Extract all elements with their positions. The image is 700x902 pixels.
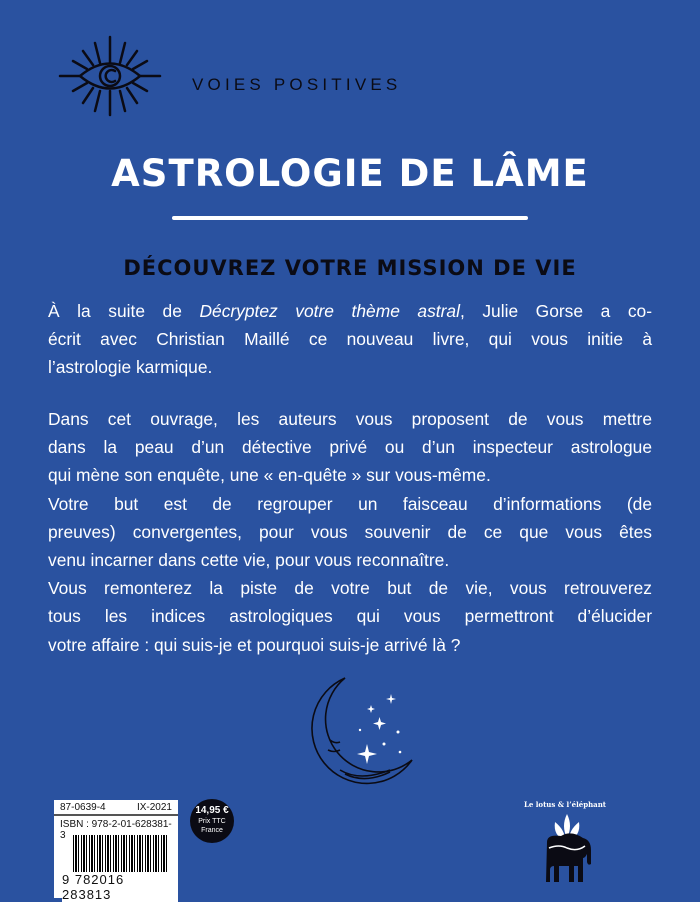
isbn: ISBN : 978-2-01-628381-3 bbox=[60, 819, 172, 841]
publisher-logo bbox=[515, 800, 615, 890]
referenced-book-title: Décryptez votre thème astral bbox=[199, 301, 460, 321]
title-divider bbox=[172, 216, 528, 220]
print-date: IX-2021 bbox=[136, 802, 172, 813]
product-code: 87-0639-4 bbox=[60, 802, 106, 813]
blurb-text: , Julie Gorse a co- bbox=[459, 301, 652, 321]
blurb-line: l’astrologie karmique. bbox=[48, 357, 213, 378]
publisher-name: Le lotus & l’éléphant bbox=[523, 800, 607, 809]
price-tax-label: Prix TTC bbox=[198, 818, 226, 825]
blurb-paragraph-2 bbox=[48, 405, 652, 659]
book-title: ASTROLOGIE DE LÂME bbox=[111, 152, 589, 195]
blurb-line: Votre but est de regrouper un faisceau d’informations (de bbox=[48, 493, 652, 514]
blurb-line: venu incarner dans cette vie, pour vous reconnaître. bbox=[48, 549, 450, 570]
blurb-line: votre affaire : qui suis-je et pourquoi suis-je arrivé là ? bbox=[48, 634, 461, 655]
blurb-line: Dans cet ouvrage, les auteurs vous proposent de vous mettre bbox=[48, 409, 652, 429]
price-amount: 14,95 € bbox=[195, 805, 229, 816]
blurb-line: écrit avec Christian Maillé ce nouveau livre, qui vous initie à bbox=[48, 329, 652, 350]
blurb-line: tous les indices astrologiques qui vous permettront d’élucider bbox=[48, 606, 652, 627]
barcode-label bbox=[54, 800, 178, 902]
blurb-line bbox=[48, 297, 652, 325]
price-badge bbox=[190, 799, 234, 843]
blurb-line: qui mène son enquête, une « en-quête » sur vous-même. bbox=[48, 465, 491, 486]
blurb-text: À la suite de bbox=[48, 301, 200, 321]
price-country: France bbox=[201, 827, 223, 834]
book-subtitle: DÉCOUVREZ VOTRE MISSION DE VIE bbox=[123, 256, 577, 280]
blurb-paragraph-1 bbox=[48, 297, 652, 382]
blurb-line: preuves) convergentes, pour vous souvenir de ce que vous êtes bbox=[48, 521, 652, 542]
blurb-line: dans la peau d’un détective privé ou d’un inspecteur astrologue bbox=[48, 437, 652, 458]
barcode bbox=[73, 835, 169, 873]
series-name: VOIES POSITIVES bbox=[192, 75, 402, 94]
barcode-number: 9 782016 283813 bbox=[62, 872, 178, 902]
blurb-line: Vous remonterez la piste de votre but de vie, vous retrouverez bbox=[48, 578, 652, 599]
crescent-moon-stars-icon bbox=[300, 670, 420, 788]
lotus-elephant-icon bbox=[537, 812, 597, 892]
eye-sun-icon bbox=[55, 33, 165, 118]
